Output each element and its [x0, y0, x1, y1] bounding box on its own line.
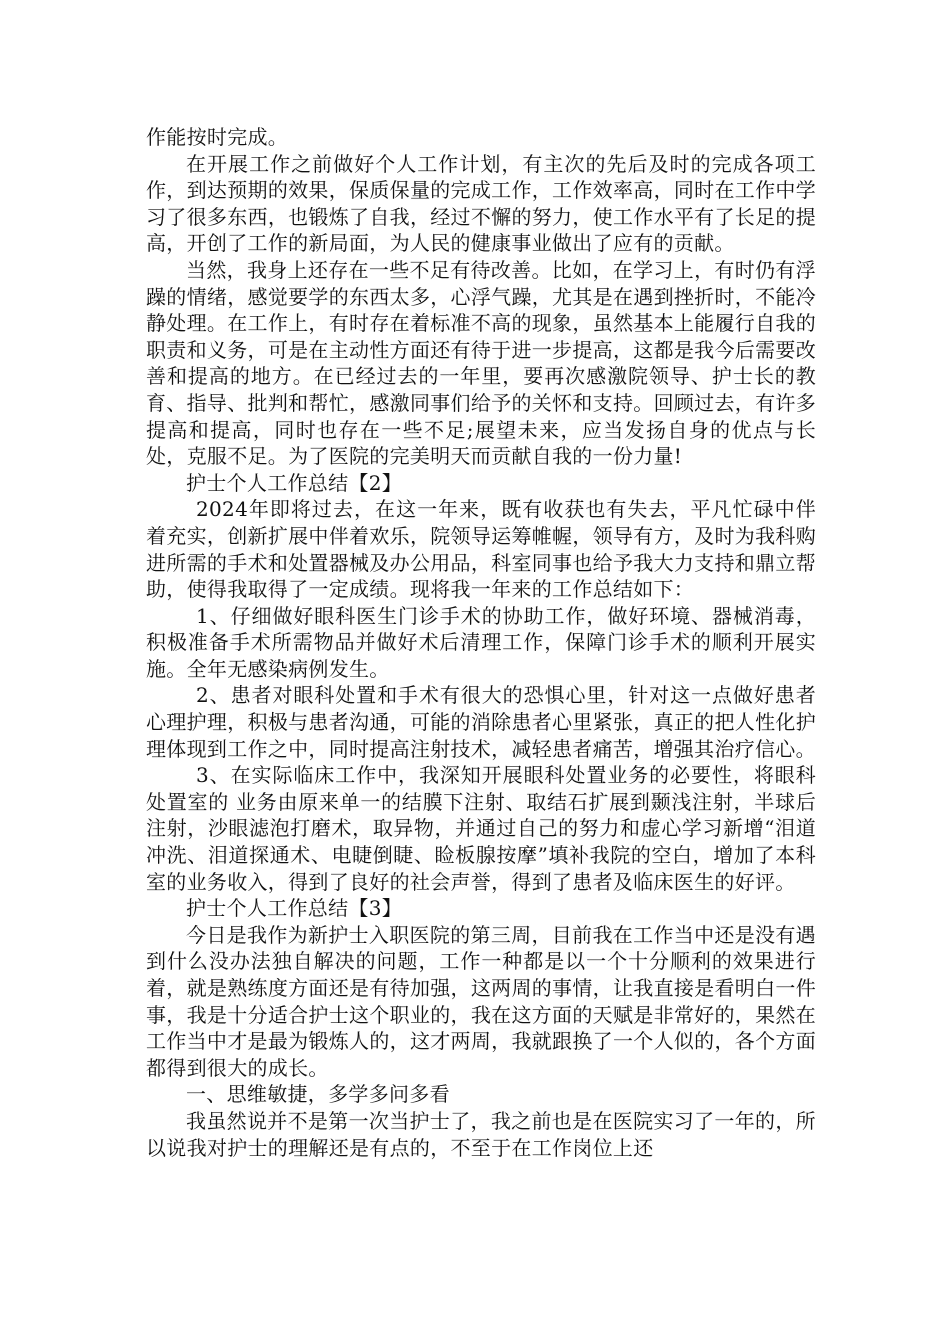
paragraph-item-2: 2、患者对眼科处置和手术有很大的恐惧心里，针对这一点做好患者心理护理，积极与患者沟通，可能的消除患者心里紧张，真正的把人性化护理体现到工作之中，同时提高注射技术，减轻患者痛苦，增强其治疗信心。: [146, 683, 816, 761]
section-heading-3: 护士个人工作总结【3】: [186, 896, 403, 921]
section-heading-2: 护士个人工作总结【2】: [186, 470, 403, 495]
paragraph-work-plan: 在开展工作之前做好个人工作计划，有主次的先后及时的完成各项工作，到达预期的效果，保质保量的完成工作，工作效率高，同时在工作中学习了很多东西，也锻炼了自我，经过不懈的努力，使工作水平有了长足的提高，开创了工作的新局面，为人民的健康事业做出了应有的贡献。: [146, 151, 816, 256]
paragraph-new-nurse: 今日是我作为新护士入职医院的第三周，目前我在工作当中还是没有遇到什么没办法独自解决的问题，工作一种都是以一个十分顺利的效果进行着，就是熟练度方面还是有待加强，这两周的事情，让我直接是看明白一件事，我是十分适合护士这个职业的，我在这方面的天赋是非常好的，果然在工作当中才是最为锻炼人的，这才两周，我就跟换了一个人似的，各个方面都得到很大的成长。: [146, 922, 816, 1080]
paragraph-year-review: 2024年即将过去，在这一年来，既有收获也有失去，平凡忙碌中伴着充实，创新扩展中伴着欢乐，院领导运筹帷幄，领导有方，及时为我科购进所需的手术和处置器械及办公用品，科室同事也给予我大力支持和鼎立帮助，使得我取得了一定成绩。现将我一年来的工作总结如下：: [146, 497, 816, 602]
subheading-thinking: 一、思维敏捷，多学多问多看: [186, 1082, 450, 1107]
paragraph-internship: 我虽然说并不是第一次当护士了，我之前也是在医院实习了一年的，所以说我对护士的理解还是有点的，不至于在工作岗位上还: [146, 1108, 816, 1160]
paragraph-item-1: 1、仔细做好眼科医生门诊手术的协助工作，做好环境、器械消毒，积极准备手术所需物品并做好术后清理工作，保障门诊手术的顺利开展实施。全年无感染病例发生。: [146, 603, 816, 681]
paragraph-item-3: 3、在实际临床工作中，我深知开展眼科处置业务的必要性，将眼科处置室的 业务由原来单一的结膜下注射、取结石扩展到颞浅注射，半球后注射，沙眼滤泡打磨术，取异物，并通过自己的努力和虚心学习新增“泪道冲洗、泪道探通术、电睫倒睫、睑板腺按摩”填补我院的空白，增加了本科室的业务收入，得到了良好的社会声誉，得到了患者及临床医生的好评。: [146, 763, 816, 894]
document-body: [146, 124, 816, 1161]
paragraph-shortcomings: 当然，我身上还存在一些不足有待改善。比如，在学习上，有时仍有浮躁的情绪，感觉要学的东西太多，心浮气躁，尤其是在遇到挫折时，不能冷静处理。在工作上，有时存在着标准不高的现象，虽然基本上能履行自我的职责和义务，可是在主动性方面还有待于进一步提高，这都是我今后需要改善和提高的地方。在已经过去的一年里，要再次感激院领导、护士长的教育、指导、批判和帮忙，感激同事们给予的关怀和支持。回顾过去，有许多提高和提高，同时也存在一些不足;展望未来，应当发扬自身的优点与长处，克服不足。为了医院的完美明天而贡献自我的一份力量!: [146, 257, 816, 469]
paragraph-continuation: 作能按时完成。: [146, 125, 289, 149]
